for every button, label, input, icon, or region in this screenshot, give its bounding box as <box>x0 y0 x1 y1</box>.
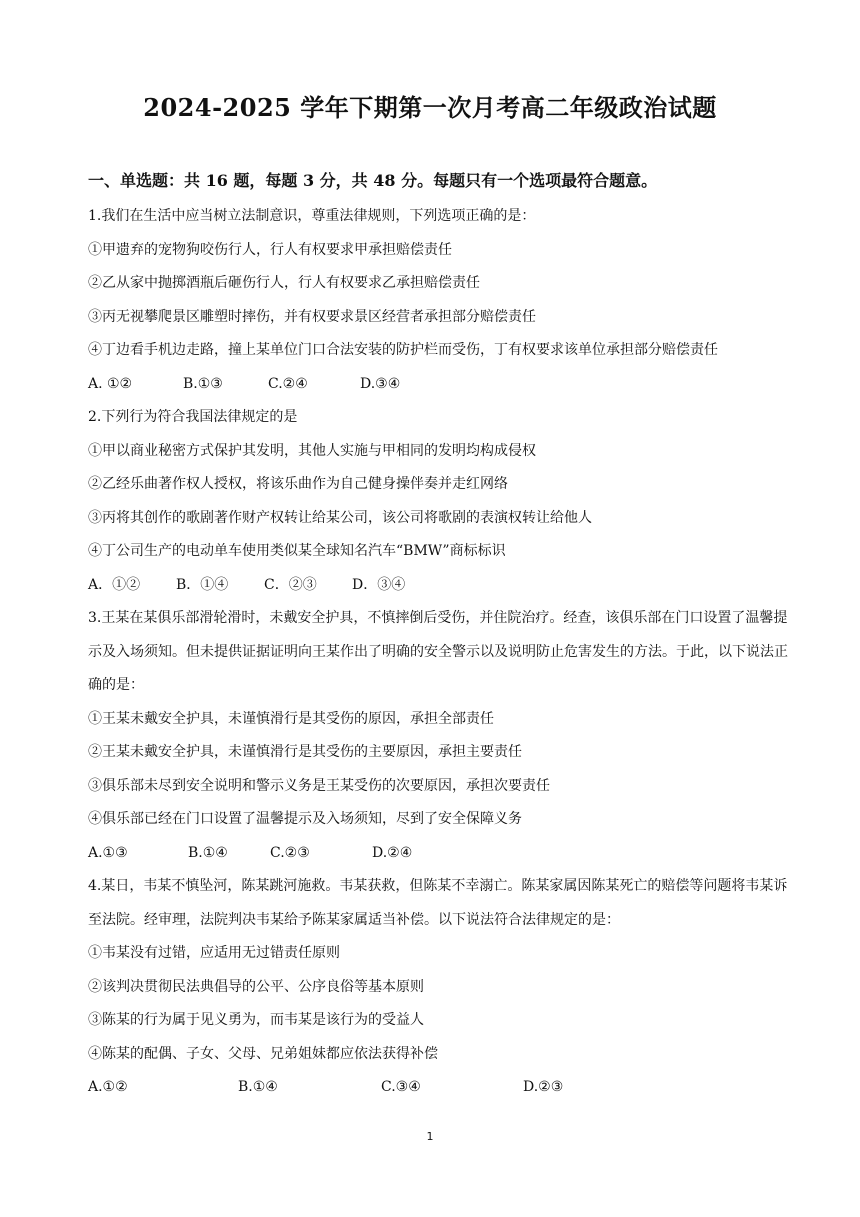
choice-d: D.②③ <box>523 1079 564 1095</box>
question-3-statement-3: ③俱乐部未尽到安全说明和警示义务是王某受伤的次要原因，承担次要责任 <box>88 777 550 794</box>
question-3-statement-4: ④俱乐部已经在门口设置了温馨提示及入场须知，尽到了安全保障义务 <box>88 811 522 827</box>
question-1-statement-4: ④丁边看手机边走路，撞上某单位门口合法安装的防护栏而受伤，丁有权要求该单位承担部分赔偿责任 <box>88 342 718 358</box>
question-4-statement-1: ①韦某没有过错，应适用无过错责任原则 <box>88 945 340 961</box>
question-2-statement-2: ②乙经乐曲著作权人授权，将该乐曲作为自己健身操伴奏并走红网络 <box>88 476 508 492</box>
question-3 <box>88 602 788 870</box>
question-2 <box>88 401 788 602</box>
choice-b: B．①④ <box>176 576 229 593</box>
question-4-statement-3: ③陈某的行为属于见义勇为，而韦某是该行为的受益人 <box>88 1012 424 1028</box>
question-1-stem: 1.我们在生活中应当树立法制意识，尊重法律规则，下列选项正确的是： <box>88 208 536 224</box>
choice-d: D．③④ <box>352 576 406 593</box>
choice-a: A．①② <box>88 576 141 593</box>
choice-c: C.②③ <box>270 844 310 861</box>
question-4-choices <box>88 1071 788 1105</box>
question-2-statement-4: ④丁公司生产的电动单车使用类似某全球知名汽车“BMW”商标标识 <box>88 543 506 559</box>
choice-a: A.①③ <box>88 844 128 861</box>
question-2-stem: 2.下列行为符合我国法律规定的是 <box>88 409 298 425</box>
section-heading: 一、单选题：共 16 题，每题 3 分，共 48 分。每题只有一个选项最符合题意。 <box>88 171 658 190</box>
page-number: 1 <box>426 1130 434 1143</box>
question-2-statement-3: ③丙将其创作的歌剧著作财产权转让给某公司，该公司将歌剧的表演权转让给他人 <box>88 509 592 526</box>
exam-title: 2024-2025 学年下期第一次月考高二年级政治试题 <box>143 93 717 122</box>
choice-b: B.①④ <box>188 844 228 861</box>
choice-d: D.③④ <box>360 375 401 392</box>
question-list <box>88 200 788 1105</box>
choice-b: B.①④ <box>238 1079 278 1095</box>
question-4 <box>88 870 788 1105</box>
question-1-choices <box>88 368 788 402</box>
question-1-statement-1: ①甲遗弃的宠物狗咬伤行人，行人有权要求甲承担赔偿责任 <box>88 241 452 258</box>
question-2-statement-1: ①甲以商业秘密方式保护其发明，其他人实施与甲相同的发明均构成侵权 <box>88 442 536 459</box>
question-4-stem: 4.某日，韦某不慎坠河，陈某跳河施救。韦某获救，但陈某不幸溺亡。陈某家属因陈某死亡的赔偿等问题将韦某诉至法院。经审理，法院判决韦某给予陈某家属适当补偿。以下说法符合法律规定的是： <box>88 878 788 928</box>
question-1 <box>88 200 788 401</box>
choice-c: C.②④ <box>268 375 308 392</box>
question-1-statement-3: ③丙无视攀爬景区雕塑时摔伤，并有权要求景区经营者承担部分赔偿责任 <box>88 308 536 325</box>
choice-a: A.①② <box>88 1079 128 1095</box>
choice-a: A. ①② <box>88 375 133 392</box>
choice-d: D.②④ <box>372 844 413 861</box>
question-1-statement-2: ②乙从家中抛掷酒瓶后砸伤行人，行人有权要求乙承担赔偿责任 <box>88 275 480 291</box>
choice-c: C．②③ <box>264 576 317 593</box>
question-4-statement-4: ④陈某的配偶、子女、父母、兄弟姐妹都应依法获得补偿 <box>88 1045 438 1062</box>
question-3-choices <box>88 837 788 871</box>
question-2-choices <box>88 569 788 603</box>
choice-b: B.①③ <box>183 375 223 392</box>
question-3-statement-2: ②王某未戴安全护具，未谨慎滑行是其受伤的主要原因，承担主要责任 <box>88 744 522 760</box>
choice-c: C.③④ <box>381 1079 421 1095</box>
question-3-stem: 3.王某在某俱乐部滑轮滑时，未戴安全护具，不慎摔倒后受伤，并住院治疗。经查，该俱乐部在门口设置了温馨提示及入场须知。但未提供证据证明向王某作出了明确的安全警示以及说明防止危害发生的方法。于此，以下说法正确的是： <box>88 610 788 693</box>
question-4-statement-2: ②该判决贯彻民法典倡导的公平、公序良俗等基本原则 <box>88 978 424 995</box>
question-3-statement-1: ①王某未戴安全护具，未谨慎滑行是其受伤的原因，承担全部责任 <box>88 710 494 727</box>
